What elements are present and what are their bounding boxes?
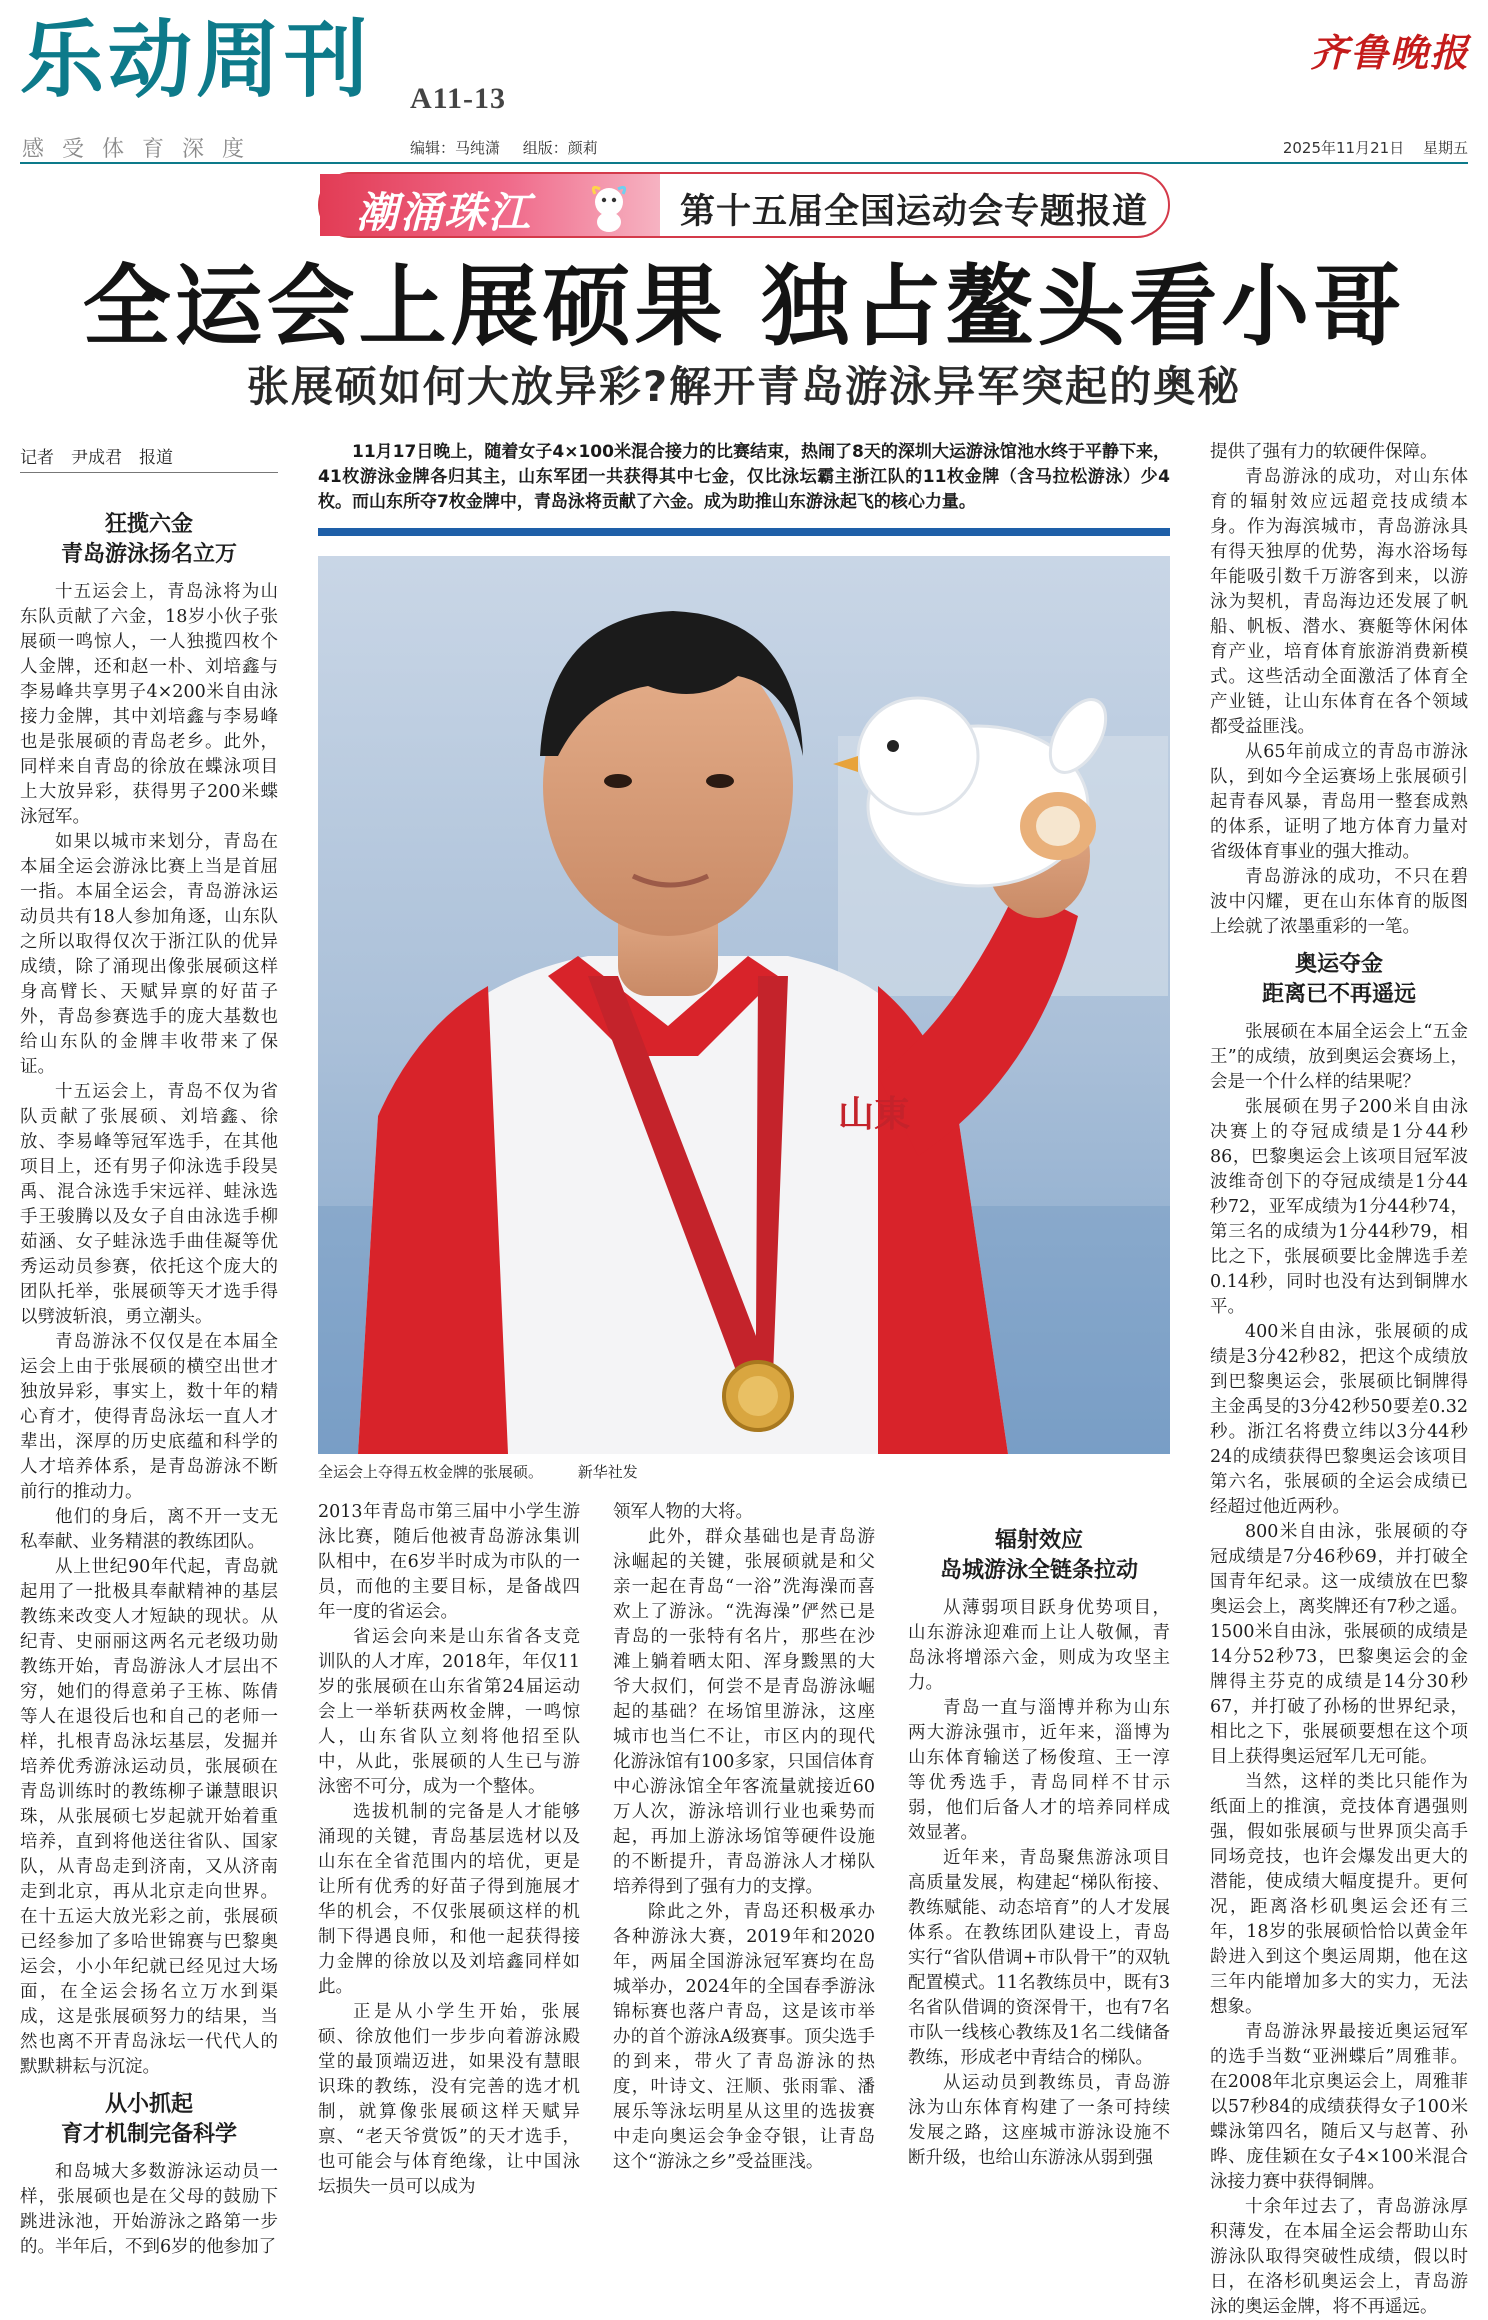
- lead-divider: [318, 528, 1170, 536]
- paragraph: 领军人物的大将。: [613, 1502, 753, 1522]
- article-column-2: [318, 1500, 580, 2197]
- caption-text: 全运会上夺得五枚金牌的张展硕。: [318, 1463, 544, 1481]
- weekday-text: 星期五: [1422, 139, 1468, 157]
- sub-headline: 张展硕如何大放异彩?解开青岛游泳异军突起的奥秘: [246, 362, 1242, 411]
- photo-illustration: [318, 556, 1170, 1454]
- byline: 记者 尹成君 报道: [20, 443, 278, 473]
- paragraph: 从薄弱项目跃身优势项目，山东游泳迎难而上让人敬佩，青岛泳将增添六金，则成为攻坚主力。: [908, 1598, 1170, 1693]
- paragraph: 张展硕在男子200米自由泳决赛上的夺冠成绩是1分44秒86，巴黎奥运会上该项目冠军波波维奇创下的夺冠成绩是1分44秒72，亚军成绩为1分44秒74，第三名的成绩为1分44秒79，相比之下，张展硕要比金牌选手差0.14秒，同时也没有达到铜牌水平。: [1210, 1097, 1468, 1317]
- article-column-1: [20, 500, 278, 2257]
- paragraph: 从上世纪90年代起，青岛就起用了一批极具奉献精神的基层教练来改变人才短缺的现状。从纪青、史丽丽这两名元老级功勋教练开始，青岛游泳人才层出不穷，她们的得意弟子王栋、陈倩等人在退役后也和自己的老师一样，扎根青岛泳坛基层，发掘并培养优秀游泳运动员，张展硕在青岛训练时的教练柳子谦慧眼识珠，从张展硕七岁起就开始着重培养，直到将他送往省队、国家队，从青岛走到济南，又从济南走到北京，再从北京走向世界。在十五运大放光彩之前，张展硕已经参加了多哈世锦赛与巴黎奥运会，小小年纪就已经见过大场面，在全运会扬名立万水到渠成，这是张展硕努力的结果，当然也离不开青岛泳坛一代代人的默默耕耘与沉淀。: [20, 1557, 278, 2077]
- paragraph: 当然，这样的类比只能作为纸面上的推演，竞技体育遇强则强，假如张展硕与世界顶尖高手同场竞技，也许会爆发出更大的潜能，使成绩大幅度提升。更何况，距离洛杉矶奥运会还有三年，18岁的张展硕恰恰以黄金年龄进入到这个奥运周期，他在这三年内能增加多大的实力，无法想象。: [1210, 1772, 1468, 2017]
- mascot-icon: [582, 180, 636, 234]
- section-heading: 从小抓起 育才机制完备科学: [60, 2092, 237, 2147]
- paragraph: 青岛游泳界最接近奥运冠军的选手当数“亚洲蝶后”周雅菲。在2008年北京奥运会上，周雅菲以57秒84的成绩获得女子100米蝶泳第四名，随后又与赵菁、孙晔、庞佳颖在女子4×100米混合泳接力赛中获得铜牌。: [1210, 2022, 1468, 2192]
- lead-paragraph: 11月17日晚上，随着女子4×100米混合接力的比赛结束，热闹了8天的深圳大运游泳馆池水终于平静下来，41枚游泳金牌各归其主，山东军团一共获得其中七金，仅比泳坛霸主浙江队的11枚金牌（含马拉松游泳）少4枚。而山东所夺7枚金牌中，青岛泳将贡献了六金。成为助推山东游泳起飞的核心力量。: [318, 442, 1170, 512]
- section-title: 乐动周刊: [20, 11, 373, 109]
- paragraph: 400米自由泳，张展硕的成绩是3分42秒82，把这个成绩放到巴黎奥运会，张展硕比铜牌得主金禹旻的3分42秒50要差0.32秒。浙江名将费立纬以3分44秒24的成绩获得巴黎奥运会该项目第六名，张展硕的全运会成绩已经超过他近两秒。: [1210, 1322, 1468, 1517]
- banner-title: 第十五届全国运动会专题报道: [680, 192, 1149, 232]
- paragraph: 近年来，青岛聚焦游泳项目高质量发展，构建起“梯队衔接、教练赋能、动态培育”的人才发展体系。在教练团队建设上，青岛实行“省队借调+市队骨干”的双轨配置模式。11名教练员中，既有3名省队借调的资深骨干，也有7名市队一线核心教练及1名二线储备教练，形成老中青结合的梯队。: [908, 1848, 1170, 2068]
- jersey-text: 山東: [838, 1093, 911, 1135]
- article-column-5: [1210, 440, 1468, 2317]
- paragraph: 和岛城大多数游泳运动员一样，张展硕也是在父母的鼓励下跳进泳池，开始游泳之路第一步的。半年后，不到6岁的他参加了: [20, 2162, 278, 2257]
- paragraph: 2013年青岛市第三届中小学生游泳比赛，随后他被青岛游泳集训队相中，在6岁半时成为市队的一员，而他的主要目标，是备战四年一度的省运会。: [318, 1502, 580, 1622]
- staff-credits: [410, 137, 616, 158]
- banner-logo-panel: [320, 174, 660, 236]
- paragraph: 从65年前成立的青岛市游泳队，到如今全运赛场上张展硕引起青春风暴，青岛用一整套成熟的体系，证明了地方体育力量对省级体育事业的强大推动。: [1210, 742, 1468, 862]
- paragraph: 选拔机制的完备是人才能够涌现的关键，青岛基层选材以及山东在全省范围内的培优，更是让所有优秀的好苗子得到施展才华的机会，不仅张展硕这样的机制下得遇良师，和他一起获得接力金牌的徐放以及刘培鑫同样如此。: [318, 1802, 580, 1997]
- section-heading: 奥运夺金 距离已不再遥远: [1261, 952, 1416, 1007]
- banner-logo-text: 潮涌珠江: [356, 188, 533, 237]
- photo-credit: 新华社发: [577, 1463, 638, 1481]
- paragraph: 他们的身后，离不开一支无私奉献、业务精湛的教练团队。: [20, 1507, 278, 1552]
- newspaper-logo: 齐鲁晚报: [1309, 30, 1470, 75]
- page-number: A11-13: [410, 82, 506, 115]
- paragraph: 此外，群众基础也是青岛游泳崛起的关键，张展硕就是和父亲一起在青岛“一浴”洗海澡而喜欢上了游泳。“洗海澡”俨然已是青岛的一张特有名片，那些在沙滩上躺着晒太阳、浑身黢黑的大爷大叔们，何尝不是青岛游泳崛起的基础？在场馆里游泳，这座城市也当仁不让，市区内的现代化游泳馆有100多家，只国信体育中心游泳馆全年客流量就接近60万人次，游泳培训行业也乘势而起，再加上游泳场馆等硬件设施的不断提升，青岛游泳人才梯队培养得到了强有力的支撑。: [613, 1527, 875, 1897]
- paragraph: 除此之外，青岛还积极承办各种游泳大赛，2019年和2020年，两届全国游泳冠军赛均在岛城举办，2024年的全国春季游泳锦标赛也落户青岛，这是该市举办的首个游泳A级赛事。顶尖选手的到来，带火了青岛游泳的热度，叶诗文、汪顺、张雨霏、潘展乐等泳坛明星从这里的选拔赛中走向奥运会争金夺银，让青岛这个“游泳之乡”受益匪浅。: [613, 1902, 875, 2172]
- paragraph: 从运动员到教练员，青岛游泳为山东体育构建了一条可持续发展之路，这座城市游泳设施不断升级，也给山东游泳从弱到强: [908, 2073, 1170, 2168]
- paragraph: 省运会向来是山东省各支竞训队的人才库，2018年，年仅11岁的张展硕在山东省第24届运动会上一举斩获两枚金牌，一鸣惊人，山东省队立刻将他招至队中，从此，张展硕的人生已与游泳密不可分，成为一个整体。: [318, 1627, 580, 1797]
- editor-credit: 编辑：马纯潇: [410, 139, 501, 157]
- swimmer-photo: [318, 556, 1170, 1454]
- section-heading: 狂揽六金 青岛游泳扬名立万: [60, 512, 237, 567]
- paragraph: 十五运会上，青岛泳将为山东队贡献了六金，18岁小伙子张展硕一鸣惊人，一人独揽四枚个人金牌，还和赵一朴、刘培鑫与李易峰共享男子4×200米自由泳接力金牌，其中刘培鑫与李易峰也是张展硕的青岛老乡。此外，同样来自青岛的徐放在蝶泳项目上大放异彩，获得男子200米蝶泳冠军。: [20, 582, 278, 827]
- paragraph: 张展硕在本届全运会上“五金王”的成绩，放到奥运会赛场上，会是一个什么样的结果呢？: [1210, 1022, 1468, 1092]
- games-banner: [318, 172, 1170, 238]
- paragraph: 十余年过去了，青岛游泳厚积薄发，在本届全运会帮助山东游泳队取得突破性成绩，假以时日，在洛杉矶奥运会上，青岛游泳的奥运金牌，将不再遥远。: [1210, 2197, 1468, 2317]
- main-headline: 全运会上展硕果 独占鳌头看小哥: [82, 254, 1406, 358]
- paragraph: 青岛游泳的成功，不只在碧波中闪耀，更在山东体育的版图上绘就了浓墨重彩的一笔。: [1210, 867, 1468, 937]
- layout-credit: 组版：颜莉: [522, 139, 598, 157]
- issue-date: [1269, 137, 1468, 158]
- section-heading: 辐射效应 岛城游泳全链条拉动: [939, 1528, 1138, 1583]
- paragraph: 如果以城市来划分，青岛在本届全运会游泳比赛上当是首屈一指。本届全运会，青岛游泳运动员共有18人参加角逐，山东队之所以取得仅次于浙江队的优异成绩，除了涌现出像张展硕这样身高臂长、天赋异禀的好苗子外，青岛参赛选手的庞大基数也给山东队的金牌丰收带来了保证。: [20, 832, 278, 1077]
- section-slogan: 感受体育深度: [22, 137, 263, 162]
- paragraph: 提供了强有力的软硬件保障。: [1210, 442, 1438, 462]
- article-column-4: [908, 1500, 1170, 2170]
- paragraph: 十五运会上，青岛不仅为省队贡献了张展硕、刘培鑫、徐放、李易峰等冠军选手，在其他项目上，还有男子仰泳选手段昊禹、混合泳选手宋远祥、蛙泳选手王骏腾以及女子自由泳选手柳茹涵、女子蛙泳选手曲佳凝等优秀运动员参赛，依托这个庞大的团队托举，张展硕等天才选手得以劈波斩浪，勇立潮头。: [20, 1082, 278, 1327]
- paragraph: 800米自由泳，张展硕的夺冠成绩是7分46秒69，并打破全国青年纪录。这一成绩放在巴黎奥运会上，离奖牌还有7秒之遥。1500米自由泳，张展硕的成绩是14分52秒73，巴黎奥运会的金牌得主芬克的成绩是14分30秒67，并打破了孙杨的世界纪录，相比之下，张展硕要想在这个项目上获得奥运冠军几无可能。: [1210, 1522, 1468, 1767]
- paragraph: 青岛游泳的成功，对山东体育的辐射效应远超竞技成绩本身。作为海滨城市，青岛游泳具有得天独厚的优势，海水浴场每年能吸引数千万游客到来，以游泳为契机，青岛海边还发展了帆船、帆板、潜水、赛艇等休闲体育产业，培育体育旅游消费新模式。这些活动全面激活了体育全产业链，让山东体育在各个领域都受益匪浅。: [1210, 467, 1468, 737]
- paragraph: 青岛一直与淄博并称为山东两大游泳强市，近年来，淄博为山东体育输送了杨俊瑄、王一淳等优秀选手，青岛同样不甘示弱，他们后备人才的培养同样成效显著。: [908, 1698, 1170, 1843]
- paragraph: 青岛游泳不仅仅是在本届全运会上由于张展硕的横空出世才独放异彩，事实上，数十年的精心育才，使得青岛泳坛一直人才辈出，深厚的历史底蕴和科学的人才培养体系，是青岛游泳不断前行的推动力。: [20, 1332, 278, 1502]
- masthead-divider: [20, 162, 1468, 164]
- article-column-3: [613, 1500, 875, 2170]
- date-text: 2025年11月21日: [1282, 139, 1405, 157]
- paragraph: 正是从小学生开始，张展硕、徐放他们一步步向着游泳殿堂的最顶端迈进，如果没有慧眼识珠的教练，没有完善的选才机制，就算像张展硕这样天赋异禀、“老天爷赏饭”的天才选手，也可能会与体育绝缘，让中国泳坛损失一员可以成为: [318, 2002, 580, 2197]
- photo-caption: [318, 1461, 1170, 1482]
